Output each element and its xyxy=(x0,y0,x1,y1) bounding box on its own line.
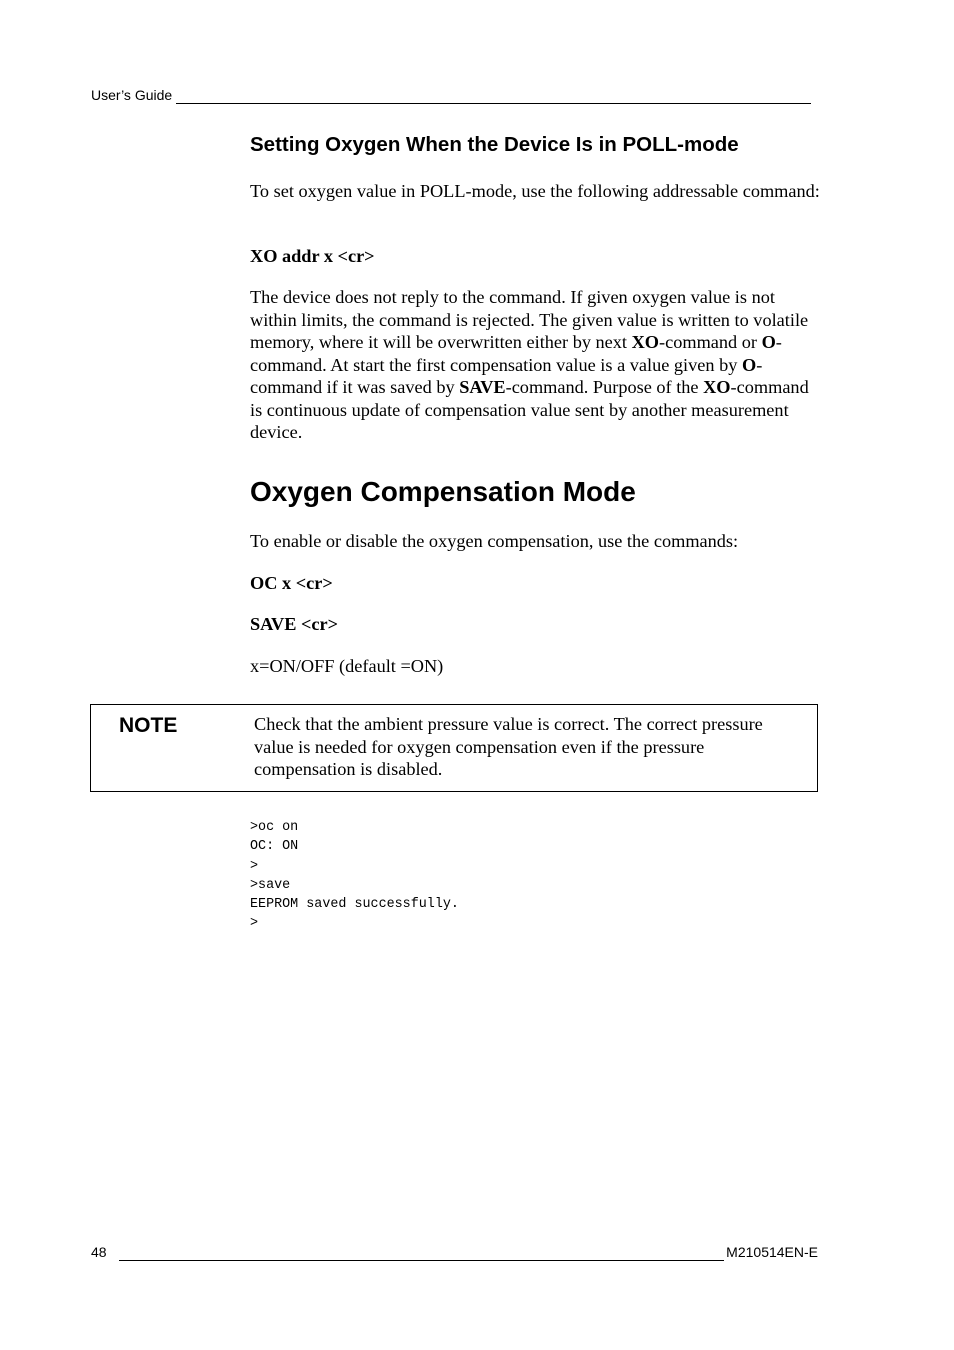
code-line: >oc on xyxy=(250,820,299,835)
page-number: 48 xyxy=(91,1244,107,1260)
values-note: x=ON/OFF (default =ON) xyxy=(250,656,444,676)
xo-command: XO addr x <cr> xyxy=(250,246,375,266)
section-intro-paragraph: To set oxygen value in POLL-mode, use the following addressable command: xyxy=(250,181,820,201)
document-code: M210514EN-E xyxy=(726,1244,818,1260)
code-line: EEPROM saved successfully. xyxy=(250,897,459,913)
code-example xyxy=(250,818,459,934)
page-footer xyxy=(91,1243,818,1261)
command-name: XO xyxy=(631,332,660,352)
chapter-intro-paragraph: To enable or disable the oxygen compensation, use the commands: xyxy=(250,531,739,551)
body-text-segment: -command or xyxy=(659,332,762,352)
section-body-paragraph xyxy=(250,286,820,444)
note-box xyxy=(90,704,818,792)
header-rule xyxy=(176,89,811,104)
oc-command: OC x <cr> xyxy=(250,573,333,593)
body-text-segment: -command is continuous update of compensation value sent by another measurement device. xyxy=(250,377,809,442)
body-text-segment: -command. Purpose of the xyxy=(505,377,704,397)
note-label: NOTE xyxy=(119,714,178,737)
body-text-segment: The device does not reply to the command. If given oxygen value is not within limits, the command is rejected. The given value is written to volatile memory, where it will be overwritten either by next xyxy=(250,287,809,352)
command-name: O xyxy=(761,332,776,352)
code-line: > xyxy=(250,858,259,874)
body-text-segment: -command if it was saved by xyxy=(250,354,763,397)
code-line: > xyxy=(250,916,259,932)
command-name: O xyxy=(741,354,757,375)
command-name: XO xyxy=(703,377,731,397)
code-line: OC: ON xyxy=(250,839,299,855)
body-text-segment: -command. At start the first compensation value is a value given by xyxy=(250,332,782,375)
save-command: SAVE <cr> xyxy=(250,614,339,634)
section-heading: Setting Oxygen When the Device Is in POLL-mode xyxy=(250,133,739,156)
footer-rule xyxy=(119,1246,725,1261)
note-text: Check that the ambient pressure value is correct. The correct pressure value is needed for oxygen compensation even if the pressure compensation is disabled. xyxy=(254,714,763,779)
header-title: User’s Guide xyxy=(91,87,173,103)
page-header xyxy=(91,86,811,104)
command-name: SAVE xyxy=(459,377,506,397)
chapter-heading: Oxygen Compensation Mode xyxy=(250,476,636,507)
code-line: >save xyxy=(250,877,291,893)
